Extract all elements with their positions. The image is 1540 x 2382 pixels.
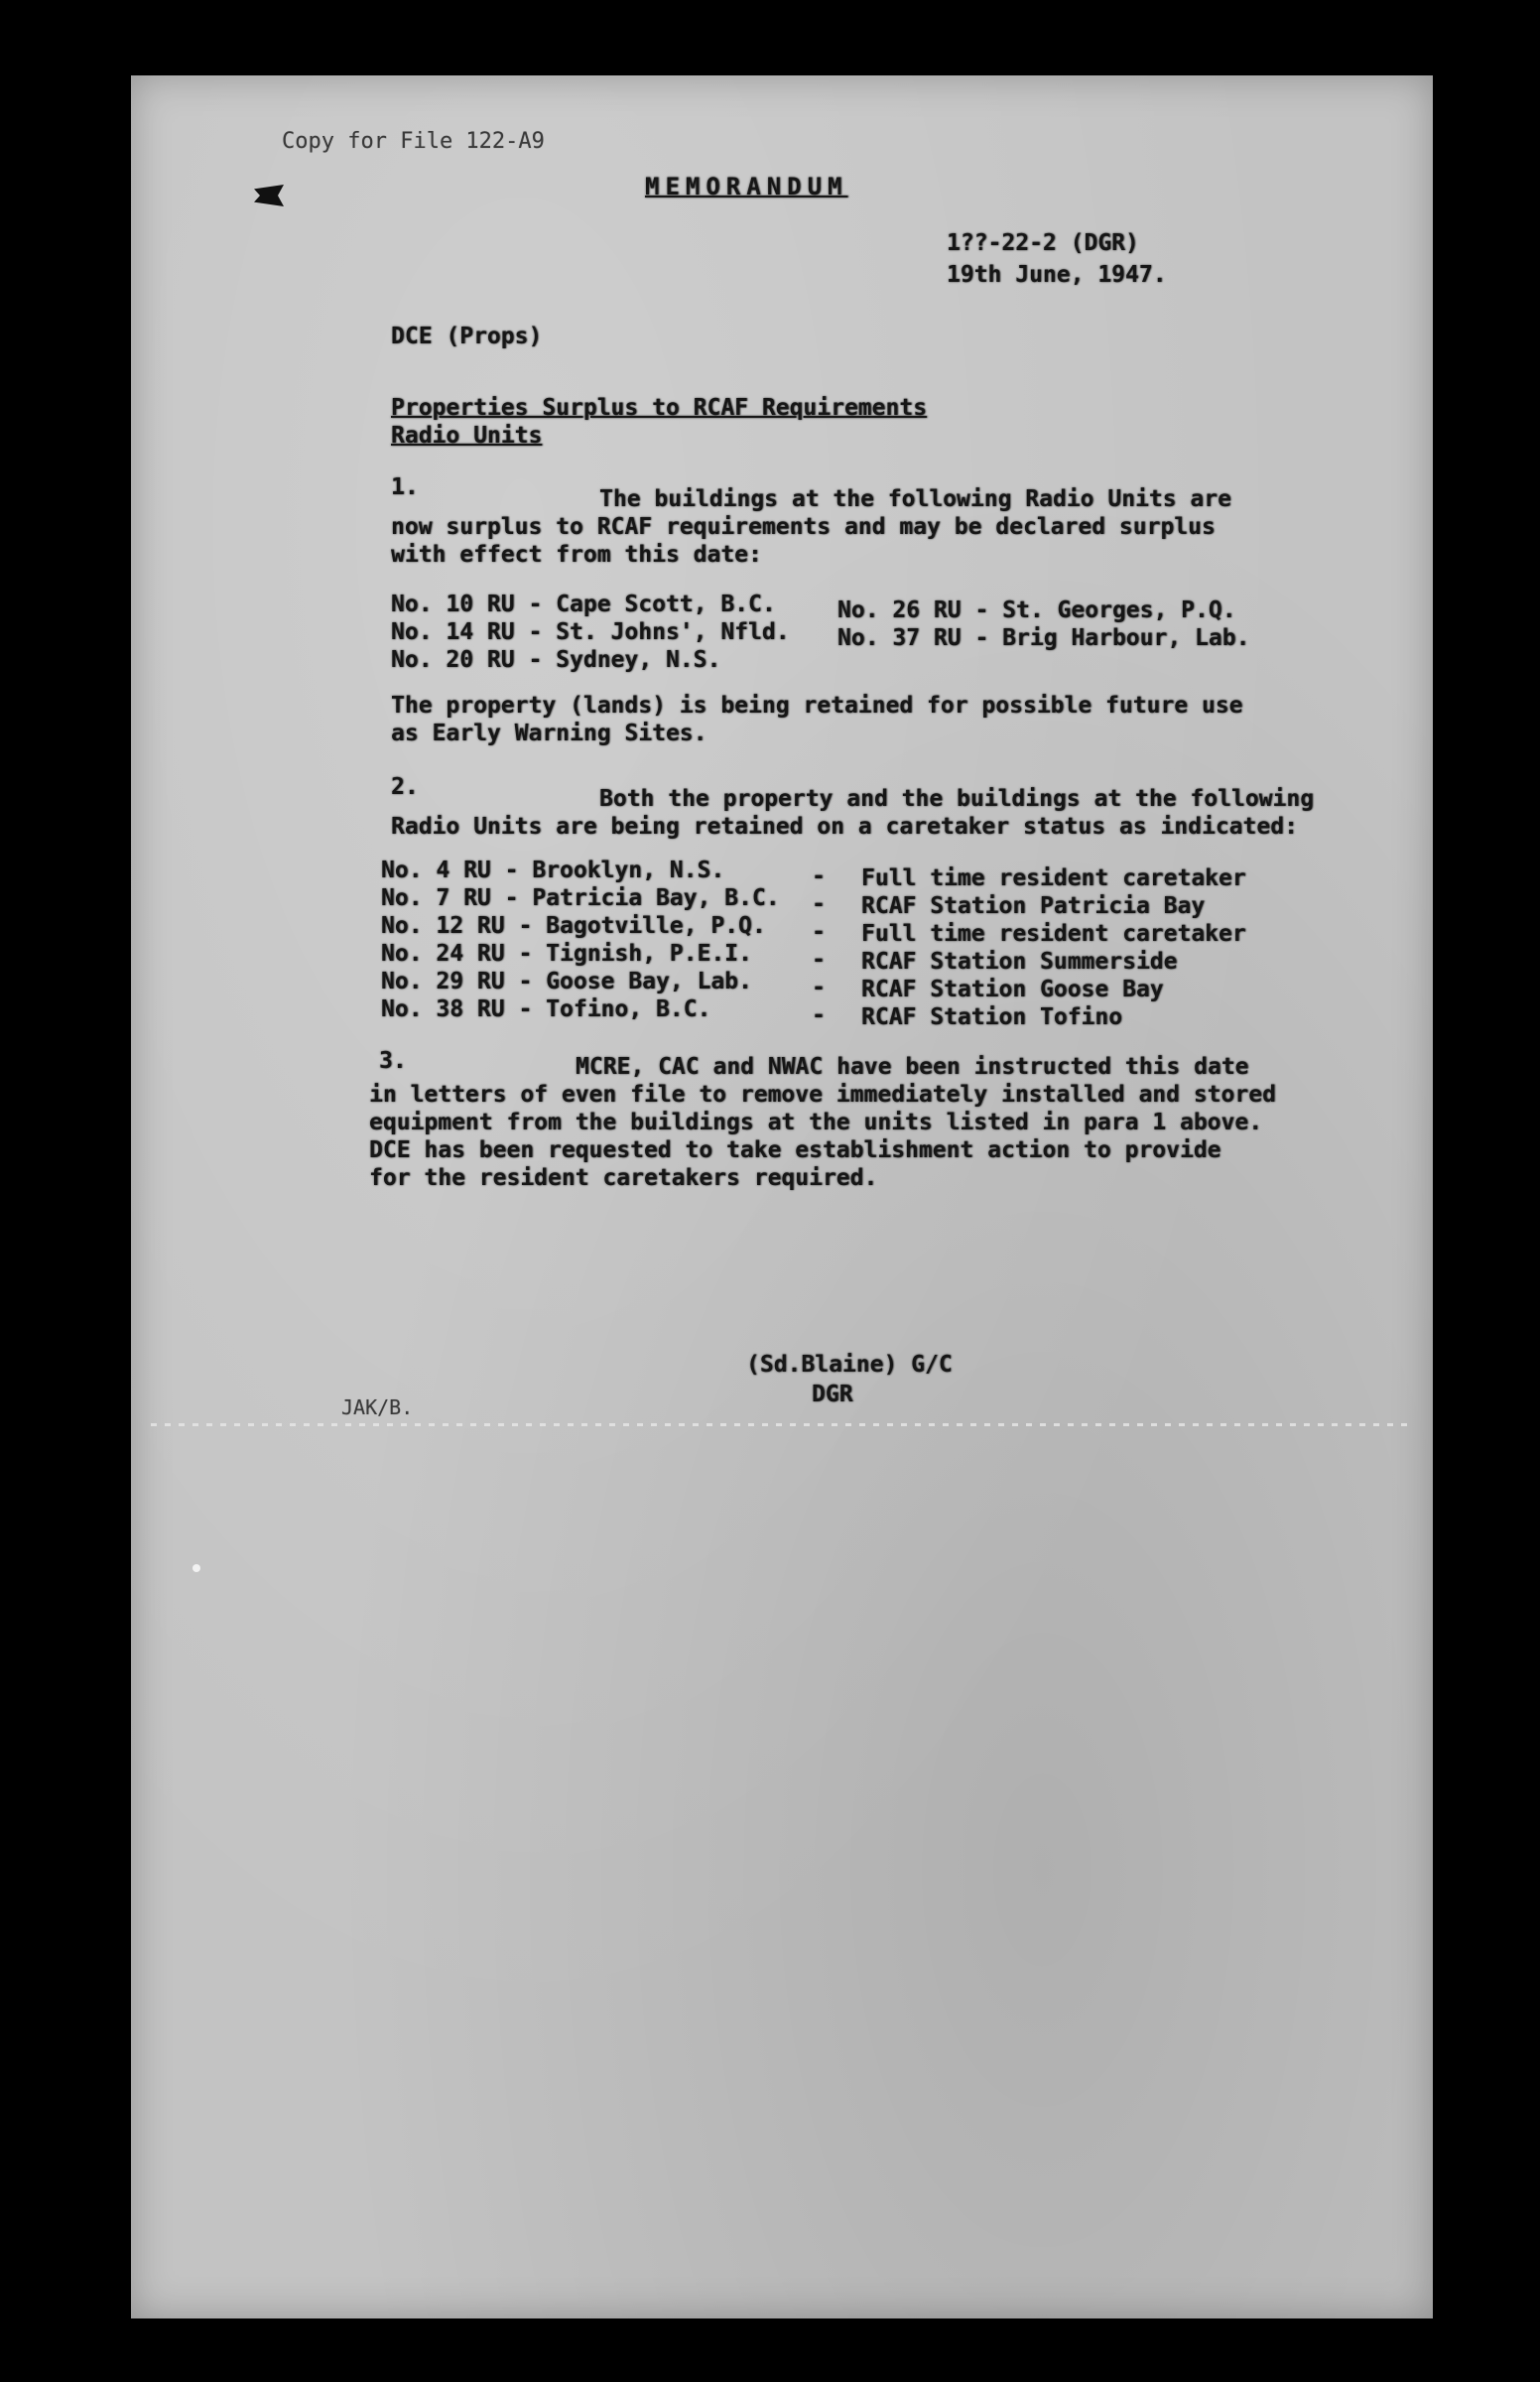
surplus-unit: No. 20 RU - Sydney, N.S. [391,647,721,673]
subject-line-2: Radio Units [391,423,543,449]
scan-speck [192,1564,200,1572]
caretaker-unit: No. 7 RU - Patricia Bay, B.C. [381,885,780,911]
para3-line: equipment from the buildings at the units listed in para 1 above. [369,1110,1263,1135]
para3-line: in letters of even file to remove immediately installed and stored [369,1082,1276,1108]
caretaker-unit: No. 29 RU - Goose Bay, Lab. [381,969,752,994]
para2-line: Radio Units are being retained on a caretaker status as indicated: [391,814,1298,840]
para1-note: as Early Warning Sites. [391,721,707,746]
memo-date: 19th June, 1947. [947,262,1167,288]
document-page [131,75,1433,2318]
para3-line: MCRE, CAC and NWAC have been instructed this date [576,1054,1249,1080]
para2-line: Both the property and the buildings at the following [599,786,1315,812]
signature-line: (Sd.Blaine) G/C [746,1352,953,1378]
caretaker-status: Full time resident caretaker [861,865,1246,891]
signature-title: DGR [812,1382,853,1407]
subject-line-1: Properties Surplus to RCAF Requirements [391,395,928,421]
para2-number: 2. [391,774,419,800]
caretaker-status: RCAF Station Goose Bay [861,977,1164,1002]
para3-number: 3. [379,1048,407,1074]
caretaker-sep: - [812,975,826,1000]
caretaker-unit: No. 24 RU - Tignish, P.E.I. [381,941,752,967]
caretaker-sep: - [812,919,826,945]
caretaker-sep: - [812,947,826,973]
caretaker-sep: - [812,891,826,917]
surplus-unit: No. 10 RU - Cape Scott, B.C. [391,592,776,617]
para1-line: The buildings at the following Radio Units are [599,486,1231,512]
para1-line: with effect from this date: [391,542,762,568]
caretaker-sep: - [812,863,826,889]
addressee: DCE (Props) [391,324,543,349]
typist-initials: JAK/B. [341,1395,414,1419]
file-reference: 1??-22-2 (DGR) [947,230,1139,256]
caretaker-sep: - [812,1002,826,1028]
para1-line: now surplus to RCAF requirements and may be declared surplus [391,514,1216,540]
caretaker-status: RCAF Station Summerside [861,949,1178,975]
caretaker-status: RCAF Station Tofino [861,1004,1123,1030]
caretaker-status: Full time resident caretaker [861,921,1246,947]
para1-number: 1. [391,474,419,500]
para3-line: for the resident caretakers required. [369,1165,878,1191]
caretaker-unit: No. 38 RU - Tofino, B.C. [381,996,711,1022]
surplus-unit: No. 26 RU - St. Georges, P.Q. [837,597,1236,623]
margin-arrow-mark [254,185,284,206]
caretaker-unit: No. 12 RU - Bagotville, P.Q. [381,913,766,939]
para3-line: DCE has been requested to take establishment action to provide [369,1137,1221,1163]
surplus-unit: No. 37 RU - Brig Harbour, Lab. [837,625,1250,651]
surplus-unit: No. 14 RU - St. Johns', Nfld. [391,619,790,645]
caretaker-status: RCAF Station Patricia Bay [861,893,1206,919]
memo-title: MEMORANDUM [645,173,848,200]
para1-note: The property (lands) is being retained for possible future use [391,693,1243,719]
copy-note: Copy for File 122-A9 [282,129,545,154]
caretaker-unit: No. 4 RU - Brooklyn, N.S. [381,858,725,883]
scan-fold-line [151,1423,1411,1426]
